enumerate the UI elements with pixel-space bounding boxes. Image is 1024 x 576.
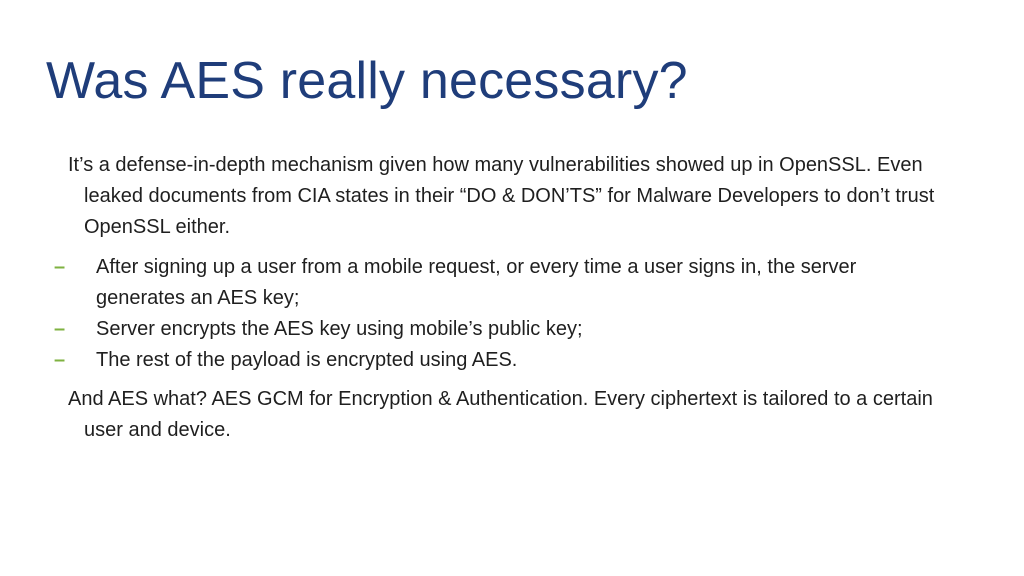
bullet-item [54,252,948,314]
intro-paragraph: It’s a defense-in-depth mechanism given how many vulnerabilities showed up in OpenSSL. Even leaked documents from CIA states in their “DO & DON’TS” for Malware Developers to don’t trust OpenSSL either. [68,154,935,238]
dash-bullet-icon: – [54,318,66,340]
dash-bullet-icon: – [54,256,66,278]
bullet-text: Server encrypts the AES key using mobile’s public key; [96,318,583,340]
bullet-list [54,252,948,376]
bullet-text: After signing up a user from a mobile request, or every time a user signs in, the server generates an AES key; [96,256,857,309]
bullet-text: The rest of the payload is encrypted using AES. [96,349,518,371]
bullet-item [54,314,948,345]
dash-bullet-icon: – [54,349,66,371]
slide-title: Was AES really necessary? [46,52,688,110]
outro-paragraph: And AES what? AES GCM for Encryption & Authentication. Every ciphertext is tailored to a certain user and device. [68,388,933,441]
slide-body [54,150,948,446]
bullet-item [54,345,948,376]
